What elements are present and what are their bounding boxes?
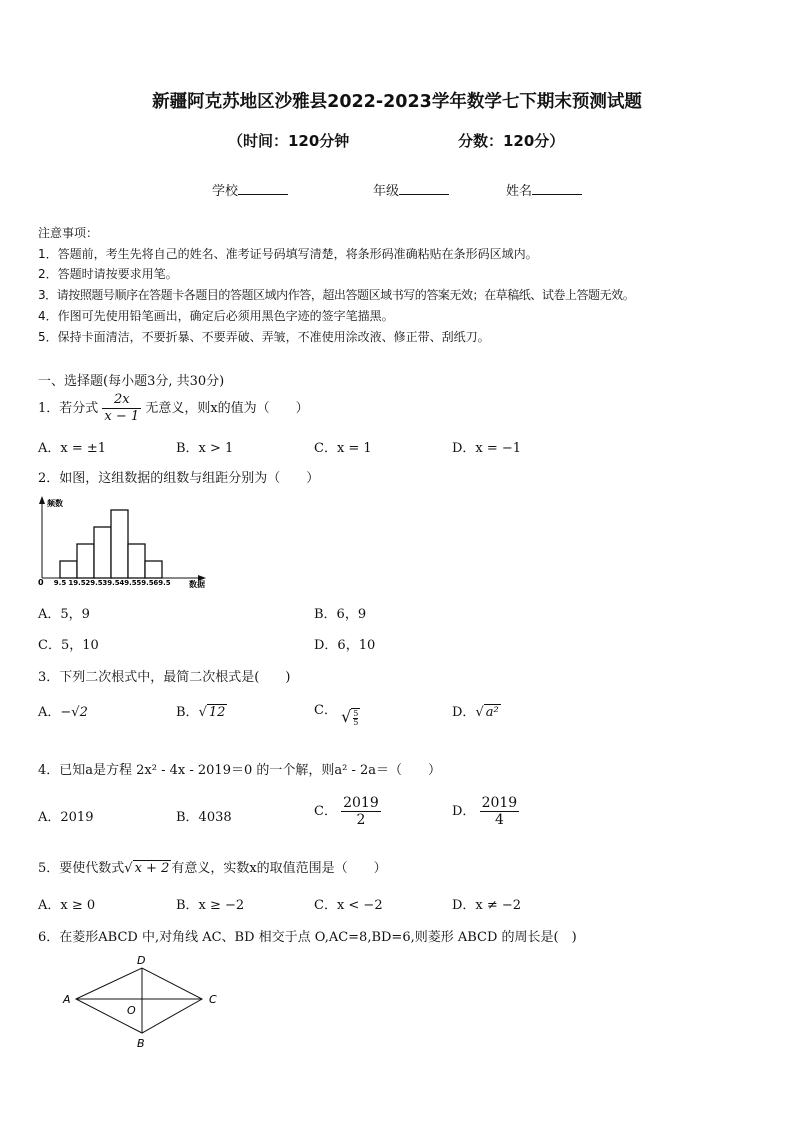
x-tick-label: 49.5 xyxy=(119,579,137,587)
q3-d-radicand: a² xyxy=(485,705,499,720)
q1-pre: 1．若分式 xyxy=(38,401,99,416)
point-o-label: O xyxy=(127,1004,136,1017)
histogram-chart xyxy=(34,494,214,592)
q3-option-b[interactable] xyxy=(176,701,227,720)
x-tick-label: 59.5 xyxy=(136,579,154,587)
exam-score: 分数：120分） xyxy=(458,132,565,150)
histogram-bar xyxy=(60,561,77,578)
y-axis-arrow xyxy=(39,496,45,504)
q3-c-den: 5 xyxy=(353,717,359,727)
grade-blank[interactable] xyxy=(399,182,449,195)
histogram-bar xyxy=(77,544,94,578)
page-title: 新疆阿克苏地区沙雅县2022-2023学年数学七下期末预测试题 xyxy=(152,92,642,112)
histogram-bar xyxy=(128,544,145,578)
school-label: 学校 xyxy=(212,184,239,199)
question-1 xyxy=(38,392,309,425)
question-4: 4．已知a是方程 2x² - 4x - 2019＝0 的一个解，则a² - 2a＝（ ） xyxy=(38,763,442,778)
q4-d-label: D． xyxy=(452,804,476,819)
section-heading: 一、选择题(每小题3分, 共30分) xyxy=(38,374,225,389)
q1-option-b[interactable]: B．x > 1 xyxy=(176,441,234,456)
q3-b-sqrt: √ 12 xyxy=(198,705,226,720)
q4-option-b[interactable]: B．4038 xyxy=(176,810,232,825)
q4-d-den: 4 xyxy=(480,811,520,828)
y-axis-label: 频数 xyxy=(47,499,63,508)
x-axis-label: 数据 xyxy=(189,580,205,589)
x-tick-label: 39.5 xyxy=(102,579,120,587)
name-blank[interactable] xyxy=(532,182,582,195)
q3-option-d[interactable] xyxy=(452,701,501,720)
q1-post: 无意义，则x的值为（ ） xyxy=(145,401,309,416)
q3-c-label: C． xyxy=(314,703,337,718)
q1-numerator: 2x xyxy=(114,392,130,407)
notice-item: 3．请按照题号顺序在答题卡各题目的答题区域内作答，超出答题区域书写的答案无效；在草稿纸、试卷上答题无效。 xyxy=(38,288,635,302)
q3-a-expr: −√2 xyxy=(60,705,88,720)
question-2: 2．如图，这组数据的组数与组距分别为（ ） xyxy=(38,471,320,486)
q2-option-b[interactable]: B．6，9 xyxy=(314,607,367,622)
histogram-bar xyxy=(94,527,111,578)
rhombus-figure xyxy=(56,952,226,1052)
q4-option-d[interactable] xyxy=(452,795,519,828)
grade-label: 年级 xyxy=(373,184,400,199)
q3-option-c[interactable] xyxy=(314,699,360,727)
rhombus-outline xyxy=(76,968,202,1033)
x-tick-label: 9.5 xyxy=(53,579,67,587)
q3-b-label: B． xyxy=(176,705,199,720)
q4-option-a[interactable]: A．2019 xyxy=(38,810,94,825)
name-label: 姓名 xyxy=(506,184,533,199)
q3-option-a[interactable] xyxy=(38,701,88,720)
notice-item: 5．保持卡面清洁，不要折暴、不要弄破、弄皱，不准使用涂改液、修正带、刮纸刀。 xyxy=(38,330,490,344)
q3-c-sqrt: √ $\frac{5}{5}$ xyxy=(341,707,359,727)
q2-option-c[interactable]: C．5，10 xyxy=(38,638,99,653)
q4-d-fraction xyxy=(480,795,520,828)
q5-sqrt: √ x + 2 xyxy=(124,861,170,876)
q5-radicand: x + 2 xyxy=(134,861,170,876)
question-6: 6．在菱形ABCD 中,对角线 AC、BD 相交于点 O,AC=8,BD=6,则菱形 ABCD 的周长是( ) xyxy=(38,930,577,945)
x-tick-label: 29.5 xyxy=(85,579,103,587)
q1-option-d[interactable]: D．x = −1 xyxy=(452,441,522,456)
q1-fraction xyxy=(102,392,141,425)
q2-option-a[interactable]: A．5，9 xyxy=(38,607,90,622)
notice-heading: 注意事项： xyxy=(38,226,99,240)
name-field[interactable] xyxy=(506,180,582,199)
notice-item: 2．答题时请按要求用笔。 xyxy=(38,267,178,281)
point-c-label: C xyxy=(209,993,217,1006)
q5-option-b[interactable]: B．x ≥ −2 xyxy=(176,898,245,913)
question-3: 3．下列二次根式中，最简二次根式是( ) xyxy=(38,670,291,685)
notice-item: 4．作图可先使用铅笔画出，确定后必须用黑色字迹的签字笔描黑。 xyxy=(38,309,394,323)
q5-option-a[interactable]: A．x ≥ 0 xyxy=(38,898,96,913)
grade-field[interactable] xyxy=(373,180,449,199)
histogram-bar xyxy=(111,510,128,578)
q1-option-a[interactable]: A．x = ±1 xyxy=(38,441,107,456)
q5-option-d[interactable]: D．x ≠ −2 xyxy=(452,898,522,913)
q4-d-num: 2019 xyxy=(481,795,518,811)
point-a-label: A xyxy=(63,993,71,1006)
q4-c-label: C． xyxy=(314,804,337,819)
histogram-bar xyxy=(145,561,162,578)
q4-c-den: 2 xyxy=(341,811,381,828)
q2-option-d[interactable]: D．6，10 xyxy=(314,638,376,653)
notice-item: 1．答题前，考生先将自己的姓名、准考证号码填写清楚，将条形码准确粘贴在条形码区域内。 xyxy=(38,247,538,261)
school-field[interactable] xyxy=(212,180,288,199)
q1-option-c[interactable]: C．x = 1 xyxy=(314,441,372,456)
q3-c-num: 5 xyxy=(353,708,359,718)
exam-time: （时间：120分钟 xyxy=(228,132,350,150)
q1-denominator: x − 1 xyxy=(104,409,140,424)
q4-option-c[interactable] xyxy=(314,795,381,828)
q3-d-label: D． xyxy=(452,705,476,720)
q3-b-radicand: 12 xyxy=(208,705,226,720)
q3-c-radicand xyxy=(351,708,360,728)
point-d-label: D xyxy=(137,954,146,967)
q5-option-c[interactable]: C．x < −2 xyxy=(314,898,383,913)
x-tick-label: 19.5 xyxy=(68,579,86,587)
x-tick-label: 69.5 xyxy=(153,579,171,587)
q5-pre: 5．要使代数式 xyxy=(38,861,125,876)
q4-c-fraction xyxy=(341,795,381,828)
school-blank[interactable] xyxy=(238,182,288,195)
q3-a-label: A． xyxy=(38,705,61,720)
q4-c-num: 2019 xyxy=(343,795,379,811)
q3-d-sqrt: √ a² xyxy=(475,705,499,720)
point-b-label: B xyxy=(137,1037,145,1050)
q5-post: 有意义，实数x的取值范围是（ ） xyxy=(171,861,387,876)
origin-label: 0 xyxy=(38,578,44,587)
question-5 xyxy=(38,857,387,876)
